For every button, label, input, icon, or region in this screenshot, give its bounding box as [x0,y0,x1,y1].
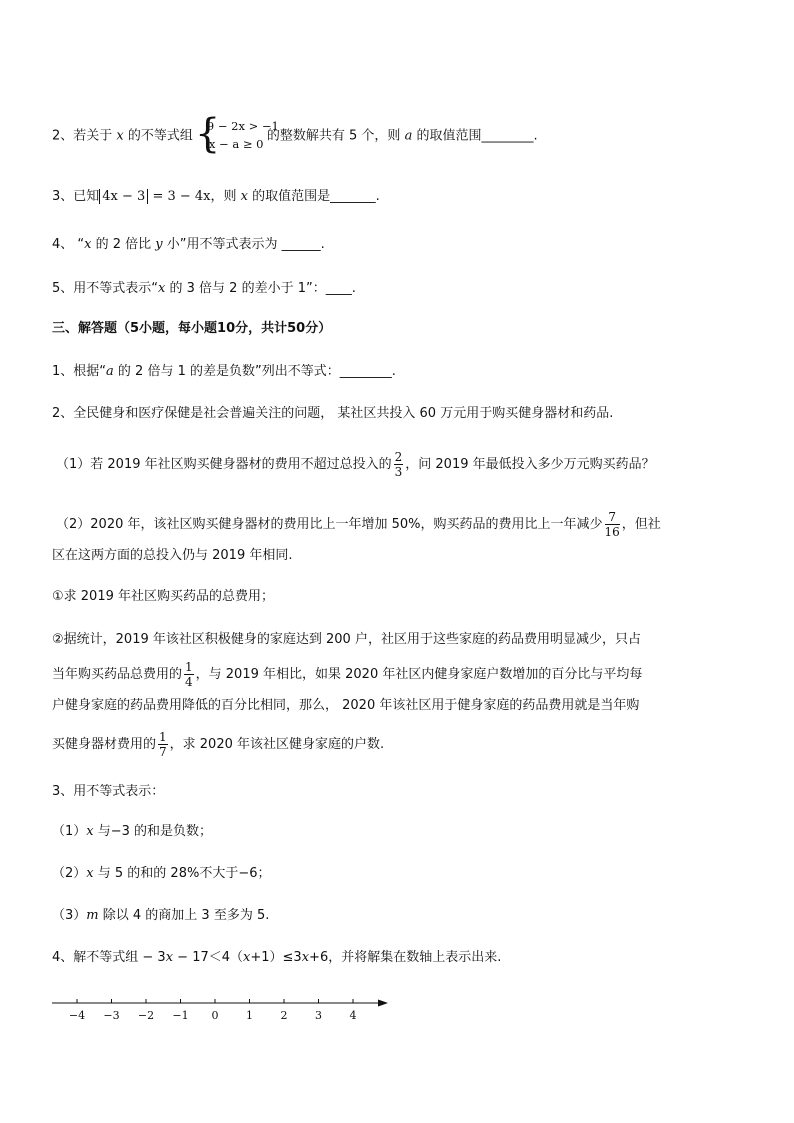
frac-den: 3 [394,465,403,479]
problem-2-circle-2-line-4 [52,730,384,759]
frac-den: 4 [185,675,193,689]
p3-i1-pre: （1） [52,824,87,839]
number-line-tick-label: −4 [68,1009,86,1022]
fraction-2-3 [394,450,404,479]
q5-var-x: x [158,281,166,296]
problem-4 [52,948,501,968]
p4-var-1: x [165,950,174,965]
fraction-1-4 [184,660,194,689]
problem-2-circle-2-line-1: ②据统计，2019 年该社区积极健身的家庭达到 200 户，社区用于这些家庭的药品费用明显减少，只占 [52,632,641,647]
problem-3-item-3 [52,906,269,926]
q3-var-x: x [240,189,248,204]
question-4 [52,235,325,255]
problem-1 [52,362,396,382]
inequality-system [194,111,279,157]
number-line-tick-label: 0 [211,1009,219,1022]
q2-suffix: 的整数解共有 5 个，则 [266,128,405,144]
number-line-tick-label: −3 [103,1009,120,1022]
frac-num: 1 [185,660,193,674]
p4-part-b: +1）≤3 [250,950,302,965]
number-line [52,995,392,1035]
frac-num: 2 [394,450,403,464]
system-row-2: x − a ≥ 0 [208,137,264,151]
p1-var-a: a [106,364,114,379]
p4-part-a: − 17＜4（ [173,950,244,965]
p2-s1-tail: ，问 2019 年最低投入多少万元购买药品？ [405,457,655,472]
q4-mid: 的 2 倍比 [91,237,156,252]
q5-tail: 的 3 倍与 2 的差小于 1”：____. [165,281,356,296]
number-line-tick-label: −2 [137,1009,155,1022]
p3-i3-tail: 除以 4 的商加上 3 至多为 5. [98,908,270,923]
fraction-7-16 [605,510,620,539]
question-3 [52,187,380,207]
p4-pre: 4、解不等式组 − 3 [52,950,166,965]
p4-var-2: x [243,950,251,965]
q4-tail: 小”用不等式表示为 ______. [162,237,325,252]
frac-den: 7 [159,745,167,759]
p3-i1-var: x [86,824,94,839]
q3-eq: = 3 − 4x [148,189,211,204]
q3-tail: 的取值范围是_______. [248,189,380,204]
q2-prefix: 2、若关于 [52,128,117,144]
p2-c2d-pre: 买健身器材费用的 [52,737,157,752]
frac-num: 7 [605,510,620,525]
problem-3-intro: 3、用不等式表示： [52,784,165,799]
problem-3-item-1 [52,822,212,842]
p2-c2b-post: ，与 2019 年相比，如果 2020 年社区内健身家庭户数增加的百分比与平均每 [195,667,643,682]
p2-c2b-pre: 当年购买药品总费用的 [52,667,183,682]
problem-2-circle-2-line-2 [52,660,642,689]
p3-i2-pre: （2） [52,866,87,881]
system-row-1: 9 − 2x > −1 [206,119,279,133]
p1-prefix: 1、根据“ [52,364,107,379]
q4-prefix: 4、 “ [52,237,85,252]
q3-abs-expr: 4x − 3 [99,189,148,204]
p2-s2-tail: ，但社 [621,517,661,532]
p2-c2d-post: ，求 2020 年该社区健身家庭的户数. [169,737,385,752]
brace-icon: { [194,111,221,157]
p3-i3-pre: （3） [52,908,87,923]
p3-i3-var: m [86,908,99,923]
section-3-title: 三、解答题（5小题，每小题10分，共计50分） [52,321,332,336]
q2-mid: 的不等式组 [123,128,193,144]
p4-part-c: +6，并将解集在数轴上表示出来. [309,950,502,965]
problem-3-item-2 [52,864,270,884]
p2-s2-text: （2）2020 年，该社区购买健身器材的费用比上一年增加 50%，购买药品的费用比上一年减少 [56,517,603,532]
question-2 [52,111,538,157]
q4-var-x: x [84,237,92,252]
q5-prefix: 5、用不等式表示“ [52,281,159,296]
q3-mid: ，则 [210,189,241,204]
problem-2-intro: 2、全民健身和医疗保健是社会普遍关注的问题， 某社区共投入 60 万元用于购买健身器材和药品. [52,406,614,421]
fraction-1-7 [158,730,168,759]
q4-var-y: y [155,237,163,252]
problem-2-part-1 [56,450,655,479]
problem-2-circle-1: ①求 2019 年社区购买药品的总费用； [52,589,275,604]
p2-s1-text: （1）若 2019 年社区购买健身器材的费用不超过总投入的 [56,457,392,472]
p4-var-3: x [301,950,310,965]
frac-num: 1 [159,730,167,744]
q3-prefix: 3、已知 [52,189,100,204]
number-line-tick-label: 3 [315,1009,322,1022]
number-line-tick-label: −1 [172,1009,189,1022]
problem-2-part-2-cont: 区在这两方面的总投入仍与 2019 年相同. [52,548,293,563]
q2-tail: 的取值范围________. [412,128,538,144]
q2-var-x: x [116,128,124,144]
q2-var-a: a [404,128,413,144]
number-line-tick-label: 1 [246,1009,253,1022]
arrow-right-icon [378,1000,388,1007]
number-line-tick-label: 2 [280,1009,288,1022]
number-line-tick-label: 4 [349,1009,357,1022]
frac-den: 16 [604,525,620,539]
p3-i1-tail: 与−3 的和是负数； [93,824,213,839]
question-5 [52,279,356,299]
problem-2-part-2 [56,510,661,539]
p1-tail: 的 2 倍与 1 的差是负数”列出不等式：________. [113,364,396,379]
problem-2-circle-2-line-3: 户健身家庭的药品费用降低的百分比相同，那么， 2020 年该社区用于健身家庭的药品费用就是当年购 [52,698,640,713]
p3-i2-var: x [86,866,94,881]
p3-i2-tail: 与 5 的和的 28%不大于−6； [93,866,271,881]
